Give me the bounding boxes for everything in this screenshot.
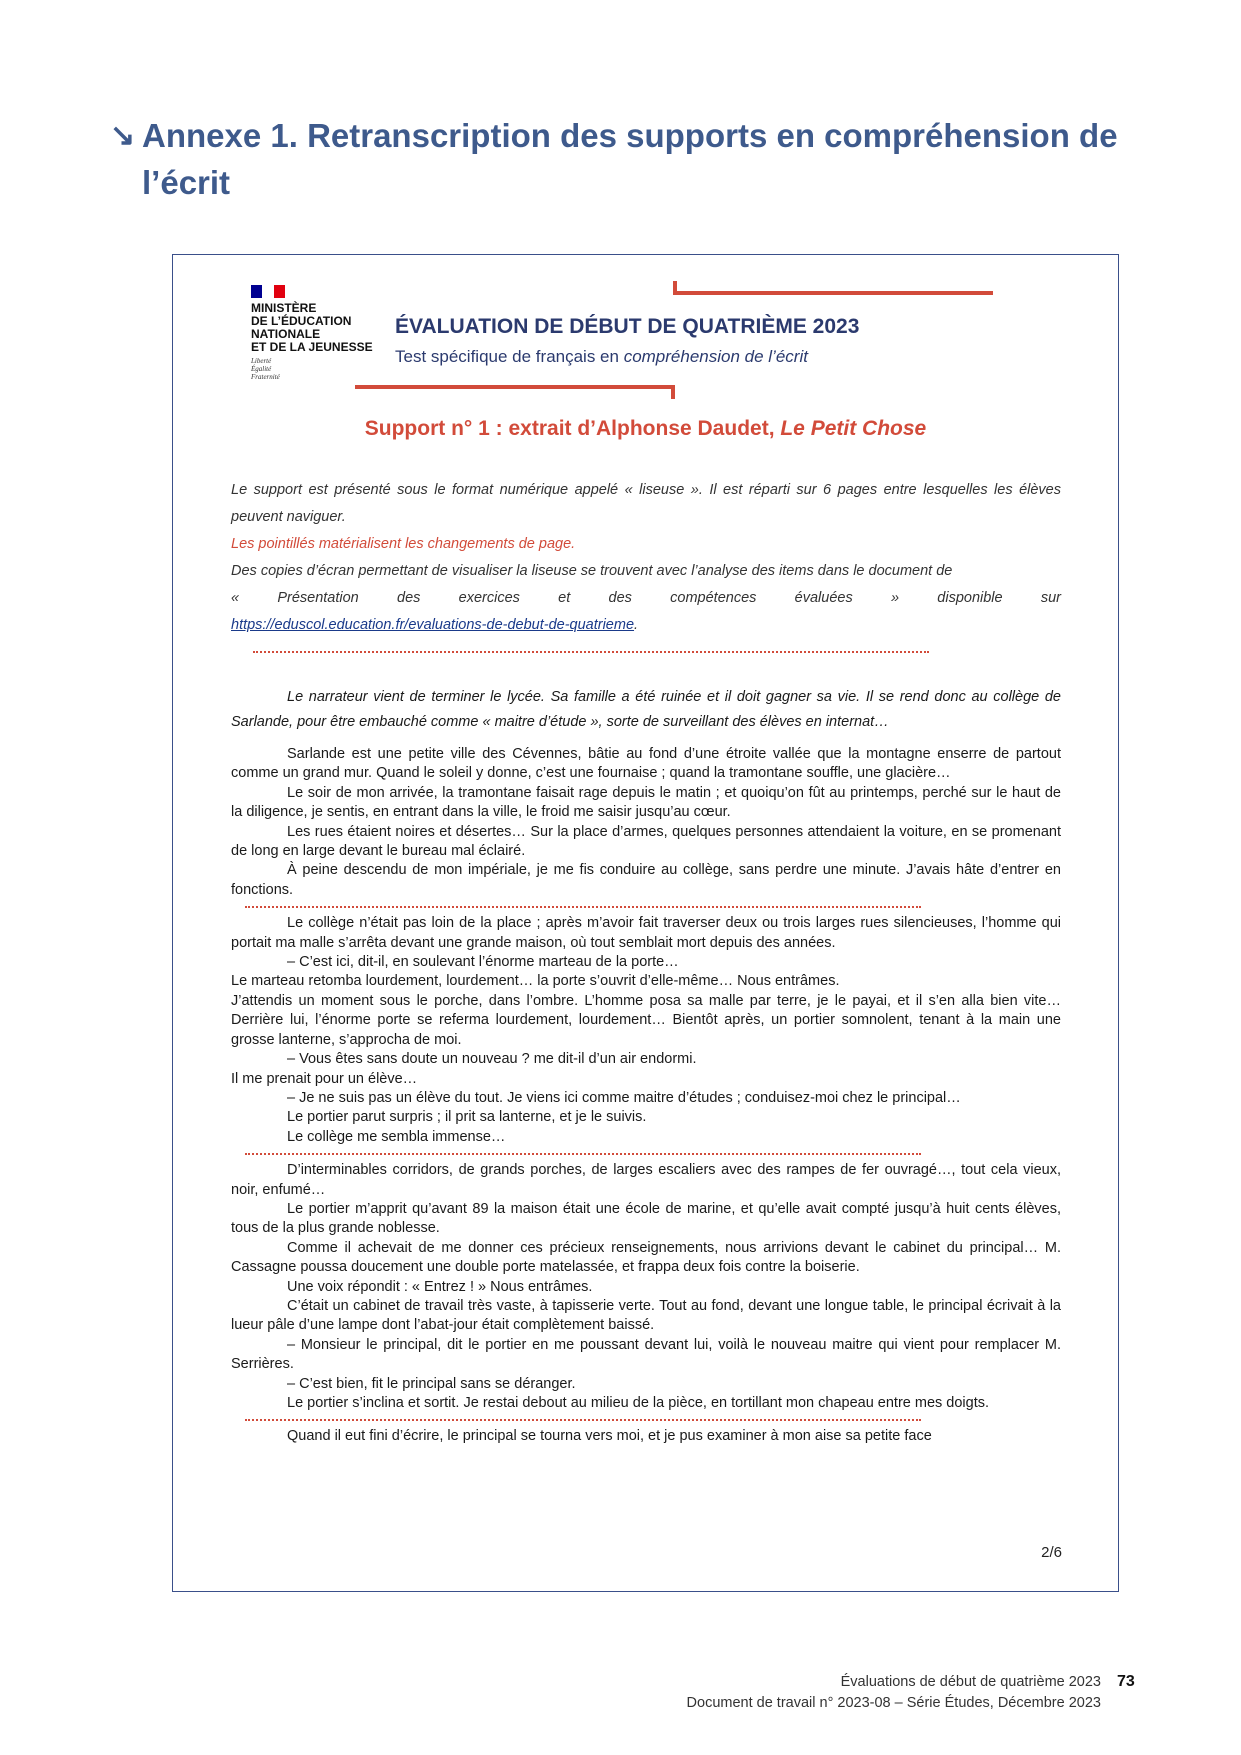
page-break-dots bbox=[245, 906, 921, 908]
story-paragraph: – C’est ici, dit-il, en soulevant l’énorme marteau de la porte… bbox=[287, 954, 679, 971]
page-break-dots bbox=[253, 651, 929, 653]
support-title: Support n° 1 : extrait d’Alphonse Daudet, Le Petit Chose bbox=[364, 417, 927, 440]
decorative-bracket-top bbox=[673, 281, 993, 295]
story-paragraph: J’attendis un moment sous le porche, dans l’ombre. L’homme posa sa malle par terre, je le payai, et il s’en alla bien vite… Derrière lui, l’énorme porte se referma lourdement, lourdement… Bientôt après, un portier somnolent, tenant à la main une grosse lanterne, s’approcha de moi. bbox=[231, 992, 1061, 1048]
story-paragraph: Il me prenait pour un élève… bbox=[231, 1070, 418, 1087]
annex-title: Annexe 1. Retranscription des supports en compréhension de l’écrit bbox=[142, 117, 1118, 201]
intro-line-copies: Des copies d’écran permettant de visualiser la liseuse se trouvent avec l’analyse des items dans le document de bbox=[231, 563, 953, 579]
story-text bbox=[231, 685, 1061, 1447]
arrow-down-right-icon: ↘ bbox=[110, 119, 136, 152]
support-document-frame bbox=[172, 254, 1119, 1592]
ministry-motto: Liberté Égalité Fraternité bbox=[251, 357, 280, 381]
story-paragraph: Le portier parut surpris ; il prit sa lanterne, et je le suivis. bbox=[287, 1109, 647, 1126]
evaluation-subtitle: Test spécifique de français en compréhension de l’écrit bbox=[395, 347, 808, 366]
story-paragraph: Le soir de mon arrivée, la tramontane faisait rage depuis le matin ; et quoiqu’on fût au printemps, perché sur le haut de la diligence, je sentis, en entrant dans la ville, le froid me saisir jusqu’au cœur. bbox=[231, 784, 1061, 821]
story-paragraph: Le collège me sembla immense… bbox=[287, 1128, 506, 1145]
story-section-2 bbox=[231, 914, 1061, 1147]
story-paragraph: – C’est bien, fit le principal sans se déranger. bbox=[287, 1375, 576, 1392]
story-paragraph: Le collège n’était pas loin de la place ; après m’avoir fait traverser deux ou trois larges rues silencieuses, l’homme qui portait ma malle s’arrêta devant une grande maison, où tout semblait mort depuis des années. bbox=[231, 915, 1061, 951]
annex-heading bbox=[110, 112, 1150, 206]
intro-line-presentation: « Présentation des exercices et des compétences évaluées » disponible sur bbox=[231, 590, 1061, 606]
intro-line-dots-note: Les pointillés matérialisent les changements de page. bbox=[231, 536, 576, 552]
page-break-dots bbox=[245, 1419, 921, 1421]
story-paragraph: D’interminables corridors, de grands porches, de larges escaliers avec des rampes de fer ouvragé…, tout cela vieux, noir, enfumé… bbox=[231, 1162, 1061, 1198]
story-paragraph: Les rues étaient noires et désertes… Sur la place d’armes, quelques personnes attendaient la voiture, en se promenant de long en large devant le bureau mal éclairé. bbox=[231, 823, 1061, 860]
flag-blue bbox=[251, 285, 262, 298]
footer-page-number: 73 bbox=[1117, 1673, 1135, 1690]
story-section-4 bbox=[231, 1427, 1061, 1446]
story-paragraph: C’était un cabinet de travail très vaste, à tapisserie verte. Tout au fond, devant une longue table, le principal écrivait à la lueur pâle d’une lampe dont l’abat-jour était complètement baissé. bbox=[231, 1297, 1061, 1334]
story-paragraph: – Vous êtes sans doute un nouveau ? me dit-il d’un air endormi. bbox=[287, 1051, 697, 1068]
story-paragraph: Le portier s’inclina et sortit. Je restai debout au milieu de la pièce, en tortillant mon chapeau entre mes doigts. bbox=[287, 1395, 990, 1411]
story-lead: Le narrateur vient de terminer le lycée. Sa famille a été ruinée et il doit gagner sa vie. Il se rend donc au collège de Sarlande, pour être embauché comme « maitre d’étude », sorte de surveillant des élèves en internat… bbox=[231, 689, 1061, 730]
story-section-3 bbox=[231, 1161, 1061, 1413]
marianne-flag-icon bbox=[251, 285, 285, 298]
story-paragraph: Une voix répondit : « Entrez ! » Nous entrâmes. bbox=[287, 1278, 593, 1295]
story-section-1 bbox=[231, 745, 1061, 900]
reader-page-indicator: 2/6 bbox=[1041, 1544, 1062, 1561]
flag-white bbox=[262, 285, 273, 298]
footer-document-info: Document de travail n° 2023-08 – Série Études, Décembre 2023 bbox=[686, 1695, 1101, 1711]
story-paragraph: – Monsieur le principal, dit le portier en me poussant devant lui, voilà le nouveau maitre qui vient pour remplacer M. Serrières. bbox=[231, 1336, 1061, 1373]
story-paragraph: Sarlande est une petite ville des Cévennes, bâtie au fond d’une étroite vallée que la montagne enserre de partout comme un grand mur. Quand le soleil y donne, c’est une fournaise ; quand la tramontane souffle, une glacière… bbox=[231, 746, 1061, 782]
intro-line-link: https://eduscol.education.fr/evaluations-de-debut-de-quatrieme. bbox=[231, 617, 639, 633]
story-paragraph: Comme il achevait de me donner ces précieux renseignements, nous arrivions devant le cabinet du principal… M. Cassagne poussa doucement une double porte matelassée, et frappa deux fois contre la boiserie. bbox=[231, 1239, 1061, 1276]
ministry-name: MINISTÈRE DE L’ÉDUCATION NATIONALE ET DE LA JEUNESSE bbox=[251, 301, 373, 354]
story-paragraph: – Je ne suis pas un élève du tout. Je viens ici comme maitre d’études ; conduisez-moi chez le principal… bbox=[287, 1089, 961, 1106]
intro-line-format: Le support est présenté sous le format numérique appelé « liseuse ». Il est réparti sur 6 pages entre lesquelles les élèves peuvent naviguer. bbox=[231, 482, 1061, 525]
intro-notes bbox=[231, 477, 1061, 639]
story-paragraph: Le marteau retomba lourdement, lourdement… la porte s’ouvrit d’elle-même… Nous entrâmes. bbox=[231, 973, 840, 990]
story-paragraph: Quand il eut fini d’écrire, le principal se tourna vers moi, et je pus examiner à mon aise sa petite face bbox=[287, 1428, 932, 1445]
footer bbox=[687, 1672, 1101, 1714]
footer-series-title: Évaluations de début de quatrième 2023 bbox=[840, 1674, 1101, 1690]
story-paragraph: Le portier m’apprit qu’avant 89 la maison était une école de marine, et qu’elle avait compté jusqu’à huit cents élèves, tous de la plus grande noblesse. bbox=[231, 1200, 1061, 1237]
eduscol-link[interactable]: https://eduscol.education.fr/evaluations-de-debut-de-quatrieme bbox=[231, 617, 635, 633]
ministry-logo bbox=[251, 285, 391, 381]
decorative-bracket-bottom bbox=[355, 385, 675, 399]
evaluation-title: ÉVALUATION DE DÉBUT DE QUATRIÈME 2023 bbox=[395, 315, 860, 338]
story-paragraph: À peine descendu de mon impériale, je me fis conduire au collège, sans perdre une minute. J’avais hâte d’entrer en fonctions. bbox=[231, 862, 1061, 898]
page-break-dots bbox=[245, 1153, 921, 1155]
flag-red bbox=[274, 285, 285, 298]
